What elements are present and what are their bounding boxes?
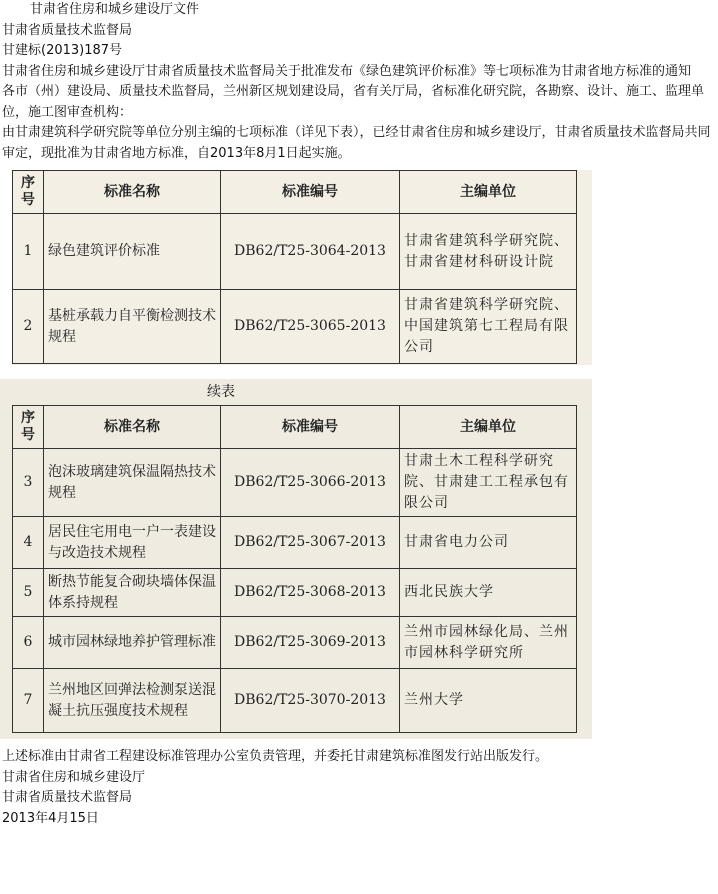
row-org: 甘肃省电力公司	[400, 517, 577, 569]
row-no: 5	[13, 569, 44, 617]
row-org: 甘肃省建筑科学研究院、甘肃省建材科研设计院	[400, 214, 577, 290]
row-name: 兰州地区回弹法检测泵送混凝土抗压强度技术规程	[44, 669, 221, 733]
issue-date: 2013年4月15日	[2, 810, 99, 826]
standards-table-scan-2	[0, 379, 592, 739]
recipients: 各市（州）建设局、质量技术监督局，兰州新区规划建设局，省有关厅局，省标准化研究院，各勘察、设计、施工、监理单位，施工图审查机构：	[2, 84, 705, 120]
footer-note: 上述标准由甘肃省工程建设标准管理办公室负责管理，并委托甘肃建筑标准图发行站出版发行。	[2, 749, 549, 764]
row-code: DB62/T25-3068-2013	[221, 569, 400, 617]
header-org: 主编单位	[400, 406, 577, 449]
header-code: 标准编号	[221, 406, 400, 449]
signature-2: 甘肃省质量技术监督局	[2, 790, 133, 805]
table-row	[13, 669, 577, 733]
notice-title: 甘肃省住房和城乡建设厅甘肃省质量技术监督局关于批准发布《绿色建筑评价标准》等七项标准为甘肃省地方标准的通知	[2, 63, 692, 79]
row-no: 6	[13, 617, 44, 669]
row-org: 甘肃土木工程科学研究院、甘肃建工工程承包有限公司	[400, 449, 577, 517]
table-row	[13, 617, 577, 669]
continued-label: 续表	[207, 384, 235, 400]
row-name: 基桩承载力自平衡检测技术规程	[44, 290, 221, 364]
header-name: 标准名称	[44, 406, 221, 449]
row-code: DB62/T25-3066-2013	[221, 449, 400, 517]
table-row	[13, 290, 577, 364]
row-name: 泡沫玻璃建筑保温隔热技术规程	[44, 449, 221, 517]
row-code: DB62/T25-3064-2013	[221, 214, 400, 290]
table-row	[13, 449, 577, 517]
row-name: 断热节能复合砌块墙体保温体系持规程	[44, 569, 221, 617]
row-code: DB62/T25-3070-2013	[221, 669, 400, 733]
header-org: 主编单位	[400, 171, 577, 214]
header-code: 标准编号	[221, 171, 400, 214]
doc-title: 甘肃省住房和城乡建设厅文件	[30, 2, 200, 17]
row-no: 7	[13, 669, 44, 733]
doc-number: 甘建标(2013)187号	[2, 43, 123, 58]
row-name: 绿色建筑评价标准	[44, 214, 221, 290]
header-no: 序号	[13, 171, 44, 214]
header-no: 序号	[13, 406, 44, 449]
row-name: 城市园林绿地养护管理标准	[44, 617, 221, 669]
row-org: 兰州大学	[400, 669, 577, 733]
table-row	[13, 517, 577, 569]
standards-table-scan-1	[12, 170, 592, 365]
standards-table-part-2	[12, 405, 577, 733]
row-code: DB62/T25-3067-2013	[221, 517, 400, 569]
standards-table-part-1	[12, 170, 577, 364]
row-code: DB62/T25-3069-2013	[221, 617, 400, 669]
row-no: 2	[13, 290, 44, 364]
signature-1: 甘肃省住房和城乡建设厅	[2, 769, 146, 785]
table-row	[13, 214, 577, 290]
table-header-row	[13, 406, 577, 449]
row-no: 4	[13, 517, 44, 569]
row-org: 西北民族大学	[400, 569, 577, 617]
issuer-2: 甘肃省质量技术监督局	[2, 22, 133, 38]
row-org: 甘肃省建筑科学研究院、中国建筑第七工程局有限公司	[400, 290, 577, 364]
row-code: DB62/T25-3065-2013	[221, 290, 400, 364]
body-text: 由甘肃建筑科学研究院等单位分别主编的七项标准（详见下表），已经甘肃省住房和城乡建设厅，甘肃省质量技术监督局共同审定，现批准为甘肃省地方标准，自2013年8月1日起实施。	[2, 125, 711, 161]
table-row	[13, 569, 577, 617]
row-name: 居民住宅用电一户一表建设与改造技术规程	[44, 517, 221, 569]
row-no: 3	[13, 449, 44, 517]
table-header-row	[13, 171, 577, 214]
header-name: 标准名称	[44, 171, 221, 214]
row-org: 兰州市园林绿化局、兰州市园林科学研究所	[400, 617, 577, 669]
row-no: 1	[13, 214, 44, 290]
